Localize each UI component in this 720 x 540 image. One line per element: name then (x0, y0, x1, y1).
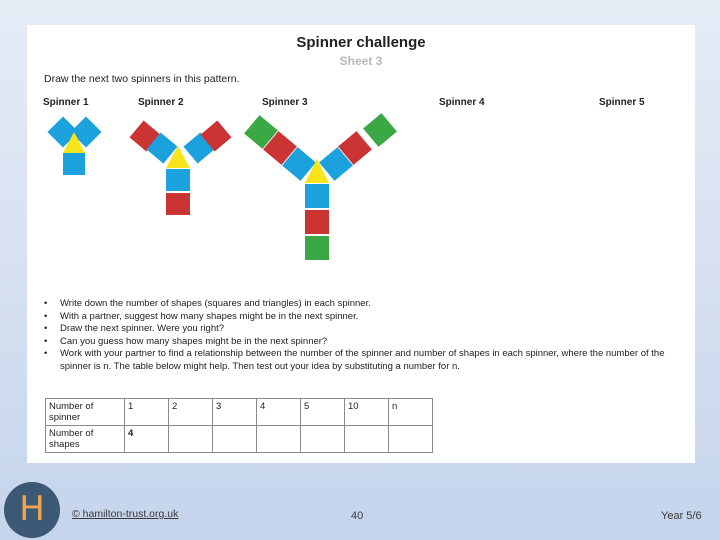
copyright-link[interactable]: © hamilton-trust.org.uk (72, 508, 179, 520)
table-cell (213, 426, 257, 453)
logo-letter: H (19, 489, 45, 529)
page-number: 40 (351, 510, 364, 522)
table-header-cell: Number of spinner (46, 399, 125, 426)
worksheet (27, 25, 695, 463)
year-label: Year 5/6 (661, 510, 702, 522)
spinner-2-label: Spinner 2 (138, 97, 184, 108)
table-cell: n (389, 399, 433, 426)
instruction-text: Draw the next two spinners in this pattern. (44, 73, 240, 85)
spinner-5-label: Spinner 5 (599, 97, 645, 108)
spinner-square (63, 153, 85, 175)
spinner-2 (130, 121, 232, 215)
table-header-cell: Number of shapes (46, 426, 125, 453)
spinner-1 (47, 116, 101, 175)
spinner-square (166, 169, 190, 191)
spinner-drawings (27, 25, 695, 275)
list-item: • Work with your partner to find a relationship between the number of the spinner and number of shapes in each spinner, where the number of the spinner is n. The table below might help. Then test out your idea by substituting a number for n. (42, 348, 682, 373)
table-cell (345, 426, 389, 453)
table-cell: 5 (301, 399, 345, 426)
table-cell: 4 (257, 399, 301, 426)
spinner-table (45, 398, 433, 453)
page-subtitle: Sheet 3 (339, 54, 383, 68)
table-cell (257, 426, 301, 453)
table-cell (301, 426, 345, 453)
table-cell (169, 426, 213, 453)
table-cell (389, 426, 433, 453)
spinner-1-label: Spinner 1 (43, 97, 89, 108)
instructions-list (42, 298, 682, 374)
list-item: • Can you guess how many shapes might be in the next spinner? (42, 336, 682, 349)
list-item: • Write down the number of shapes (squares and triangles) in each spinner. (42, 298, 682, 311)
table-cell: 4 (125, 426, 169, 453)
table-cell: 10 (345, 399, 389, 426)
list-item: • Draw the next spinner. Were you right? (42, 323, 682, 336)
copyright-text (72, 508, 178, 520)
hamilton-logo (4, 482, 60, 538)
spinner-square (166, 193, 190, 215)
list-item: • With a partner, suggest how many shapes might be in the next spinner. (42, 311, 682, 324)
spinner-square (305, 210, 329, 234)
spinner-3-label: Spinner 3 (262, 97, 308, 108)
page-title: Spinner challenge (296, 34, 426, 51)
table-cell: 1 (125, 399, 169, 426)
spinner-3 (244, 113, 397, 260)
spinner-square (305, 184, 329, 208)
spinner-4-label: Spinner 4 (439, 97, 485, 108)
table-row (46, 399, 433, 426)
spinner-square (363, 113, 397, 147)
spinner-square (305, 236, 329, 260)
table-cell: 2 (169, 399, 213, 426)
table-row (46, 426, 433, 453)
table-cell: 3 (213, 399, 257, 426)
